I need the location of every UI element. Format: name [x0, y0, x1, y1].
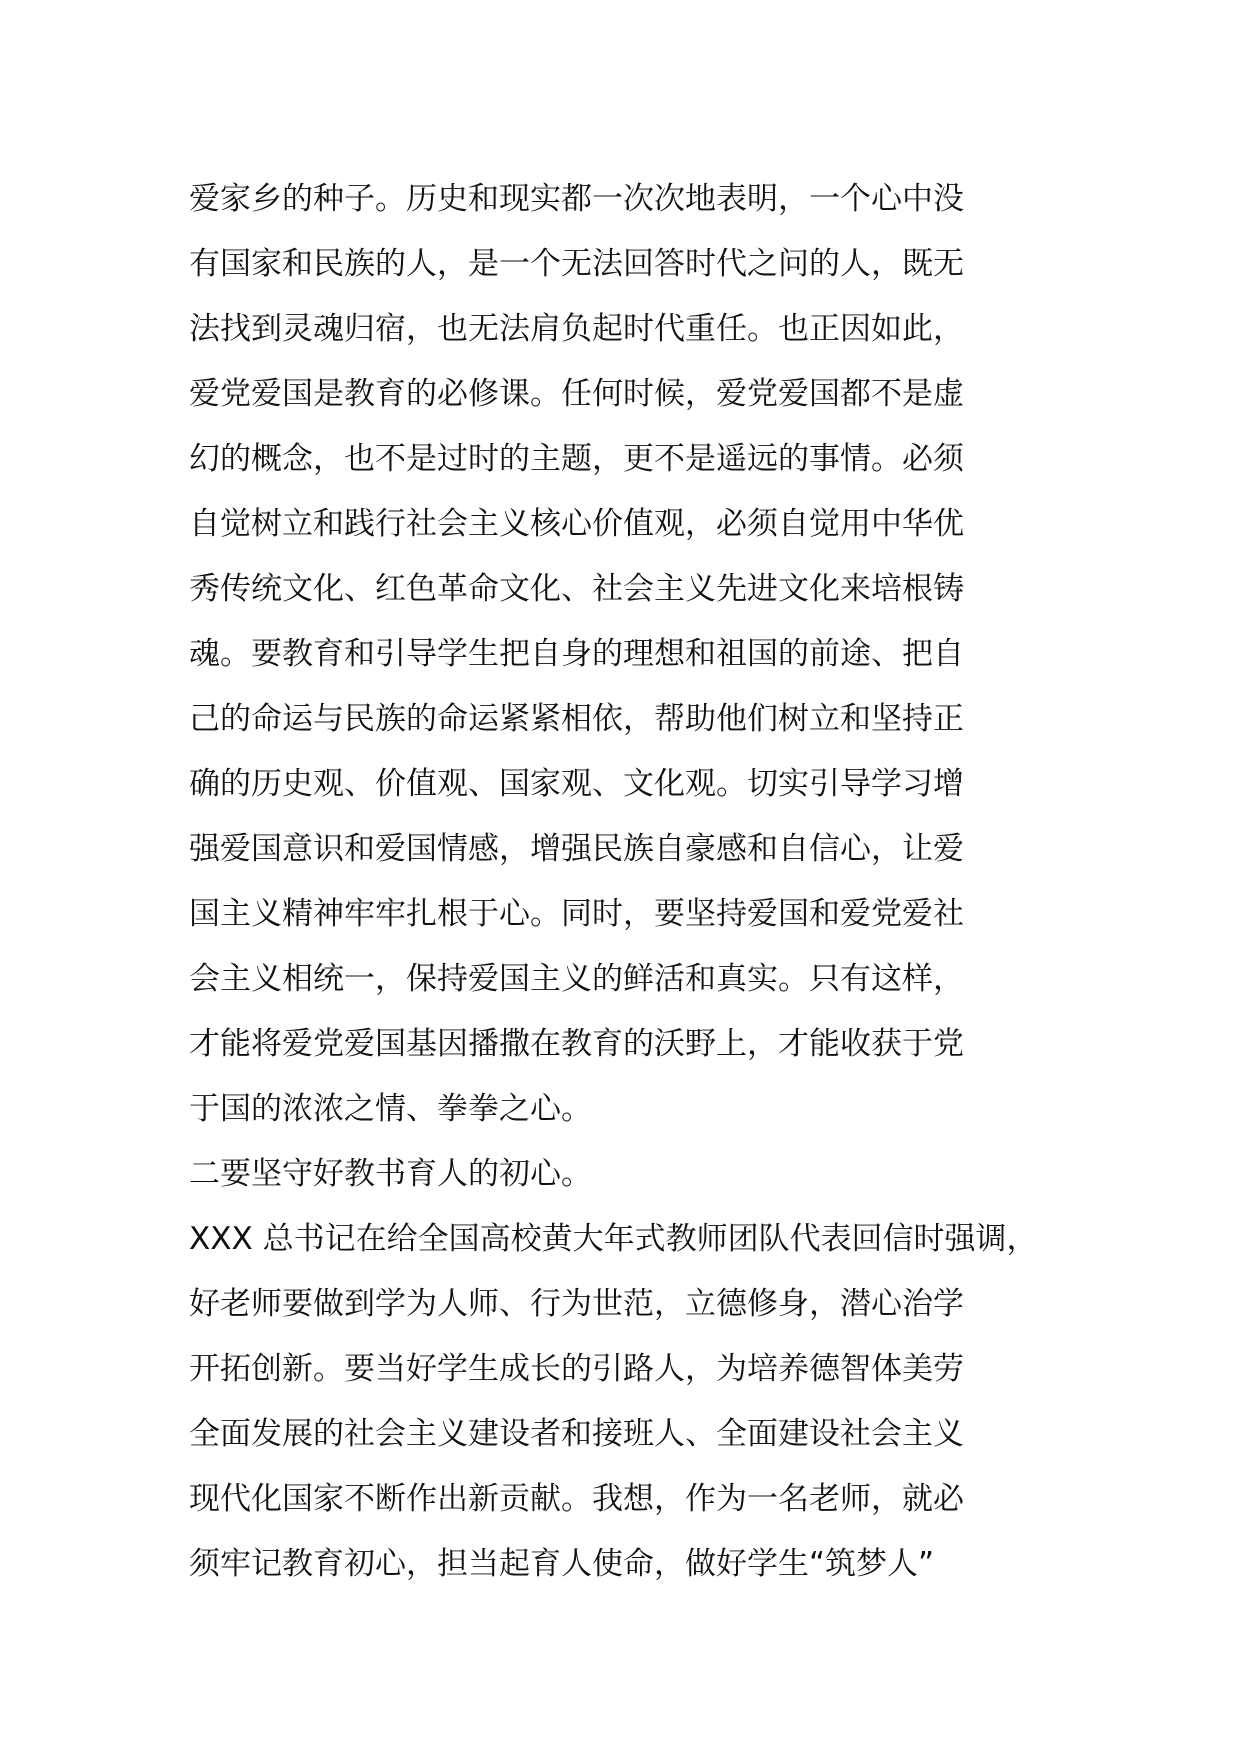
section-heading: 二要坚守好教书育人的初心。 [189, 1156, 592, 1192]
text-line: 法找到灵魂归宿，也无法肩负起时代重任。也正因如此， [189, 311, 964, 347]
text-line: 爱家乡的种子。历史和现实都一次次地表明，一个心中没 [189, 181, 964, 217]
text-line: 现代化国家不断作出新贡献。我想，作为一名老师，就必 [189, 1481, 964, 1517]
text-line: 幻的概念，也不是过时的主题，更不是遥远的事情。必须 [189, 441, 964, 477]
text-line: 自觉树立和践行社会主义核心价值观，必须自觉用中华优 [189, 506, 964, 542]
text-line: 爱党爱国是教育的必修课。任何时候，爱党爱国都不是虚 [189, 376, 964, 412]
text-line: 全面发展的社会主义建设者和接班人、全面建设社会主义 [189, 1416, 964, 1452]
text-line: 开拓创新。要当好学生成长的引路人，为培养德智体美劳 [189, 1351, 964, 1387]
text-line: 会主义相统一，保持爱国主义的鲜活和真实。只有这样， [189, 961, 964, 997]
body-text [189, 167, 1089, 1597]
text-line: 己的命运与民族的命运紧紧相依，帮助他们树立和坚持正 [189, 701, 964, 737]
text-line: 须牢记教育初心，担当起育人使命，做好学生“筑梦人” [189, 1546, 935, 1582]
text-line: 有国家和民族的人，是一个无法回答时代之问的人，既无 [189, 246, 964, 282]
text-line: 好老师要做到学为人师、行为世范，立德修身，潜心治学 [189, 1286, 964, 1322]
text-line: 国主义精神牢牢扎根于心。同时，要坚持爱国和爱党爱社 [189, 896, 964, 932]
text-line: 强爱国意识和爱国情感，增强民族自豪感和自信心，让爱 [189, 831, 964, 867]
text-line: 魂。要教育和引导学生把自身的理想和祖国的前途、把自 [189, 636, 964, 672]
text-line: 才能将爱党爱国基因播撒在教育的沃野上，才能收获于党 [189, 1026, 964, 1062]
text-line: 于国的浓浓之情、拳拳之心。 [189, 1091, 592, 1127]
text-line: 秀传统文化、红色革命文化、社会主义先进文化来培根铸 [189, 571, 964, 607]
text-line: 确的历史观、价值观、国家观、文化观。切实引导学习增 [189, 766, 964, 802]
text-line: XXX 总书记在给全国高校黄大年式教师团队代表回信时强调， [189, 1221, 1038, 1257]
